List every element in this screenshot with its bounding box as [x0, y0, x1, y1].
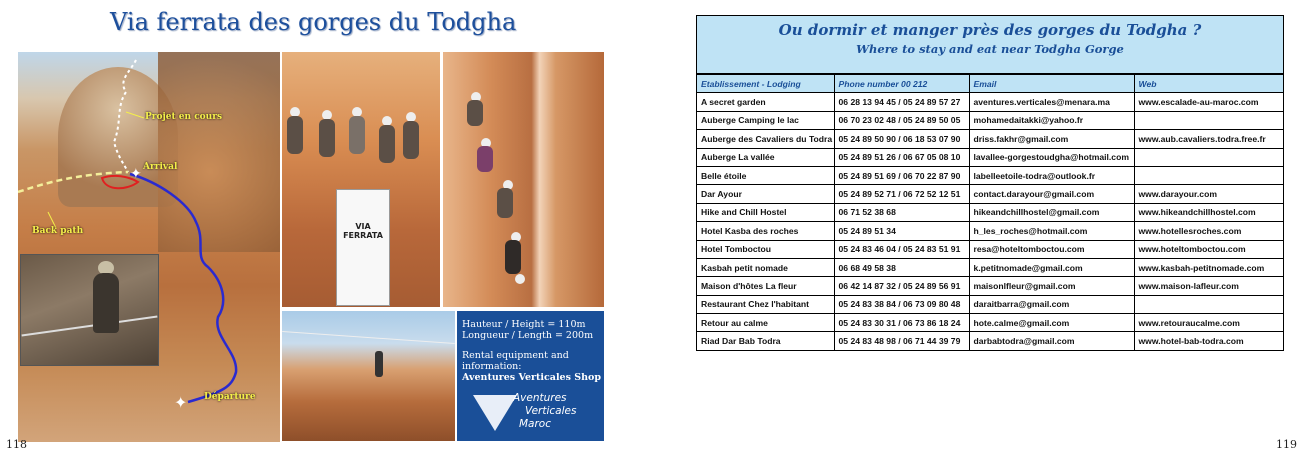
cell-lodging-name: Restaurant Chez l'habitant [697, 295, 834, 313]
cell-lodging-name: Retour au calme [697, 314, 834, 332]
heading-french: Ou dormir et manger près des gorges du Todgha ? [778, 21, 1202, 39]
column-header-phone: Phone number 00 212 [834, 75, 969, 93]
climber-on-bridge [375, 351, 383, 377]
page-number-right: 119 [1276, 438, 1297, 451]
group-photo [282, 52, 440, 307]
info-height: Hauteur / Height = 110m [462, 319, 586, 330]
cell-phone: 05 24 89 51 34 [834, 222, 969, 240]
cell-web [1134, 111, 1283, 129]
heading-english: Where to stay and eat near Todgha Gorge [856, 42, 1124, 56]
cell-phone: 05 24 83 48 98 / 06 71 44 39 79 [834, 332, 969, 350]
projet-pointer [126, 112, 144, 118]
table-header-row [697, 75, 1283, 93]
departure-star-icon: ✦ [174, 393, 188, 412]
table-row [697, 314, 1283, 332]
route-photo [18, 52, 280, 442]
label-arrival: Arrival [143, 162, 178, 172]
table-row [697, 258, 1283, 276]
table-row [697, 93, 1283, 111]
column-header-lodging: Etablissement - Lodging [697, 75, 834, 93]
table-row [697, 130, 1283, 148]
column-header-email: Email [969, 75, 1134, 93]
climber-figure [505, 240, 521, 274]
cell-phone: 05 24 89 52 71 / 06 72 52 12 51 [834, 185, 969, 203]
cell-email: driss.fakhr@gmail.com [969, 130, 1134, 148]
page-number-left: 118 [6, 438, 27, 451]
climber-figure [403, 121, 419, 159]
label-back-path: Back path [32, 226, 84, 236]
cell-email: hikeandchillhostel@gmail.com [969, 203, 1134, 221]
cell-email: aventures.verticales@menara.ma [969, 93, 1134, 111]
cell-lodging-name: Hotel Tomboctou [697, 240, 834, 258]
cell-web: www.hoteltomboctou.com [1134, 240, 1283, 258]
cell-email: daraitbarra@gmail.com [969, 295, 1134, 313]
page-title: Via ferrata des gorges du Todgha [110, 8, 517, 36]
cell-email: labelleetoile-todra@outlook.fr [969, 166, 1134, 184]
cell-lodging-name: Maison d'hôtes La fleur [697, 277, 834, 295]
cell-web: www.aub.cavaliers.todra.free.fr [1134, 130, 1283, 148]
cell-phone: 05 24 83 46 04 / 05 24 83 51 91 [834, 240, 969, 258]
cell-phone: 05 24 89 51 69 / 06 70 22 87 90 [834, 166, 969, 184]
cell-web: www.retouraucalme.com [1134, 314, 1283, 332]
cell-lodging-name: Kasbah petit nomade [697, 258, 834, 276]
table-row [697, 332, 1283, 350]
climber-figure [349, 116, 365, 154]
sign-title: VIA FERRATA [343, 222, 383, 240]
wall-climbing-photo [443, 52, 604, 307]
cell-email: hote.calme@gmail.com [969, 314, 1134, 332]
table-row [697, 111, 1283, 129]
cell-phone: 06 70 23 02 48 / 05 24 89 50 05 [834, 111, 969, 129]
cell-lodging-name: Auberge des Cavaliers du Todra [697, 130, 834, 148]
table-row [697, 240, 1283, 258]
info-box [457, 311, 604, 441]
cell-phone: 05 24 89 50 90 / 06 18 53 07 90 [834, 130, 969, 148]
label-departure: Départure [204, 392, 256, 402]
cell-phone: 06 28 13 94 45 / 05 24 89 57 27 [834, 93, 969, 111]
book-gutter [610, 0, 650, 455]
climber-figure [477, 146, 493, 172]
climber-figure [497, 188, 513, 218]
cell-web: www.maison-lafleur.com [1134, 277, 1283, 295]
cell-web: www.hotel-bab-todra.com [1134, 332, 1283, 350]
table-row [697, 222, 1283, 240]
cell-email: mohamedaitakki@yahoo.fr [969, 111, 1134, 129]
info-length: Longueur / Length = 200m [462, 330, 594, 341]
lodging-table [697, 74, 1283, 350]
cell-email: resa@hoteltomboctou.com [969, 240, 1134, 258]
cell-phone: 05 24 89 51 26 / 06 67 05 08 10 [834, 148, 969, 166]
steel-cable [22, 315, 158, 336]
arrival-star-icon: ✦ [130, 166, 142, 182]
bridge-cable [282, 331, 455, 344]
cell-web: www.hikeandchillhostel.com [1134, 203, 1283, 221]
logo-line-1: Aventures [513, 392, 567, 404]
planned-route-line [114, 60, 136, 172]
cell-lodging-name: Hotel Kasba des roches [697, 222, 834, 240]
route-overlay [18, 52, 280, 442]
info-rental: Rental equipment and information: [462, 350, 569, 372]
logo-line-3: Maroc [519, 418, 552, 430]
logo-line-2: Verticales [525, 405, 577, 417]
cell-web: www.escalade-au-maroc.com [1134, 93, 1283, 111]
cell-phone: 06 42 14 87 32 / 05 24 89 56 91 [834, 277, 969, 295]
table-row [697, 277, 1283, 295]
cell-phone: 06 71 52 38 68 [834, 203, 969, 221]
back-path-line [18, 172, 128, 192]
cell-lodging-name: A secret garden [697, 93, 834, 111]
climber-figure [287, 116, 303, 154]
table-row [697, 185, 1283, 203]
cell-web [1134, 148, 1283, 166]
info-shop: Aventures Verticales Shop [462, 372, 601, 383]
via-ferrata-sign [336, 189, 390, 306]
cell-lodging-name: Auberge Camping le lac [697, 111, 834, 129]
cell-web: www.darayour.com [1134, 185, 1283, 203]
table-row [697, 148, 1283, 166]
cell-phone: 06 68 49 58 38 [834, 258, 969, 276]
lodging-heading [697, 16, 1283, 74]
cell-lodging-name: Auberge La vallée [697, 148, 834, 166]
cell-lodging-name: Riad Dar Bab Todra [697, 332, 834, 350]
bridge-photo [282, 311, 455, 441]
cell-lodging-name: Dar Ayour [697, 185, 834, 203]
cell-email: maisonlfleur@gmail.com [969, 277, 1134, 295]
cell-web: www.kasbah-petitnomade.com [1134, 258, 1283, 276]
cell-phone: 05 24 83 38 84 / 06 73 09 80 48 [834, 295, 969, 313]
column-header-web: Web [1134, 75, 1283, 93]
cell-email: contact.darayour@gmail.com [969, 185, 1134, 203]
logo-triangle-icon [473, 395, 517, 431]
cell-web [1134, 295, 1283, 313]
cell-email: lavallee-gorgestoudgha@hotmail.com [969, 148, 1134, 166]
climber-figure [379, 125, 395, 163]
lodging-table-panel [696, 15, 1284, 351]
climber-figure [93, 273, 119, 333]
inset-photo-climber [20, 254, 159, 366]
cell-email: darbabtodra@gmail.com [969, 332, 1134, 350]
climber-helmet [515, 274, 525, 284]
cell-phone: 05 24 83 30 31 / 06 73 86 18 24 [834, 314, 969, 332]
aventures-verticales-logo [473, 393, 595, 437]
cell-email: h_les_roches@hotmail.com [969, 222, 1134, 240]
cell-lodging-name: Belle étoile [697, 166, 834, 184]
table-row [697, 203, 1283, 221]
table-row [697, 295, 1283, 313]
cell-web [1134, 166, 1283, 184]
cell-web: www.hotellesroches.com [1134, 222, 1283, 240]
table-row [697, 166, 1283, 184]
climber-figure [467, 100, 483, 126]
label-projet: Projet en cours [145, 112, 223, 122]
cell-lodging-name: Hike and Chill Hostel [697, 203, 834, 221]
climber-figure [319, 119, 335, 157]
cell-email: k.petitnomade@gmail.com [969, 258, 1134, 276]
